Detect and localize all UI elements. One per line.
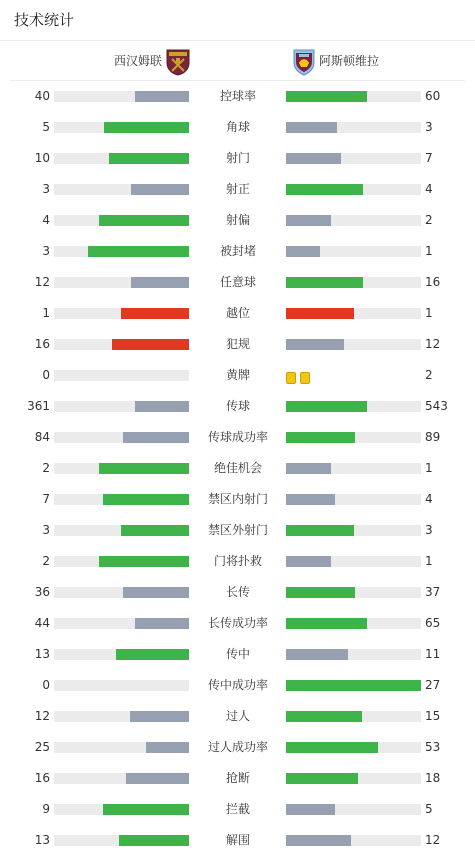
home-bar-track bbox=[54, 122, 189, 133]
home-bar-track bbox=[54, 246, 189, 257]
stat-label: 射门 bbox=[225, 151, 250, 165]
stat-label: 抢断 bbox=[225, 771, 250, 785]
away-bar-track bbox=[286, 153, 421, 164]
home-value: 16 bbox=[34, 337, 50, 351]
away-value: 60 bbox=[425, 89, 441, 103]
home-bar-track bbox=[54, 804, 189, 815]
home-bar-track bbox=[54, 184, 189, 195]
away-bar-track bbox=[286, 277, 421, 288]
home-bar-fill bbox=[135, 401, 189, 412]
away-value: 4 bbox=[425, 182, 433, 196]
away-bar-track bbox=[286, 525, 421, 536]
away-bar-track bbox=[286, 711, 421, 722]
home-value: 10 bbox=[34, 151, 50, 165]
home-bar-fill bbox=[103, 494, 189, 505]
home-value: 3 bbox=[42, 182, 50, 196]
home-value: 5 bbox=[42, 120, 50, 134]
stat-row bbox=[0, 608, 475, 639]
away-bar-fill bbox=[286, 339, 344, 350]
away-value: 11 bbox=[425, 647, 441, 661]
away-value: 3 bbox=[425, 523, 433, 537]
home-bar-fill bbox=[103, 804, 189, 815]
away-value: 2 bbox=[425, 368, 433, 382]
away-bar-track bbox=[286, 649, 421, 660]
away-bar-track bbox=[286, 773, 421, 784]
home-value: 13 bbox=[34, 833, 50, 847]
teams-header bbox=[0, 44, 475, 78]
away-value: 4 bbox=[425, 492, 433, 506]
home-bar-track bbox=[54, 587, 189, 598]
page-title: 技术统计 bbox=[14, 11, 75, 29]
away-value: 1 bbox=[425, 554, 433, 568]
stat-label: 任意球 bbox=[219, 275, 256, 289]
aston-villa-crest-icon[interactable] bbox=[291, 48, 317, 76]
away-bar-fill bbox=[286, 463, 331, 474]
away-bar-track bbox=[286, 401, 421, 412]
home-bar-track bbox=[54, 649, 189, 660]
home-bar-track bbox=[54, 494, 189, 505]
home-bar-track bbox=[54, 339, 189, 350]
home-bar-track bbox=[54, 525, 189, 536]
home-bar-fill bbox=[135, 618, 189, 629]
home-value: 2 bbox=[42, 554, 50, 568]
away-value: 89 bbox=[425, 430, 441, 444]
away-bar-track bbox=[286, 680, 421, 691]
home-bar-track bbox=[54, 680, 189, 691]
home-bar-track bbox=[54, 432, 189, 443]
home-value: 3 bbox=[42, 244, 50, 258]
stat-label: 传球 bbox=[225, 399, 250, 413]
away-bar-track bbox=[286, 432, 421, 443]
stat-row bbox=[0, 546, 475, 577]
stat-label: 拦截 bbox=[225, 802, 250, 816]
away-bar-track bbox=[286, 742, 421, 753]
away-bar-fill bbox=[286, 742, 378, 753]
home-value: 44 bbox=[34, 616, 50, 630]
away-bar-track bbox=[286, 308, 421, 319]
home-bar-track bbox=[54, 277, 189, 288]
home-bar-track bbox=[54, 308, 189, 319]
away-bar-track bbox=[286, 215, 421, 226]
away-value: 37 bbox=[425, 585, 441, 599]
away-bar-track bbox=[286, 494, 421, 505]
home-bar-track bbox=[54, 463, 189, 474]
stat-label: 长传成功率 bbox=[207, 616, 268, 630]
home-value: 12 bbox=[34, 275, 50, 289]
away-bar-fill bbox=[286, 184, 363, 195]
stat-row bbox=[0, 298, 475, 329]
home-bar-track bbox=[54, 370, 189, 381]
header-divider bbox=[0, 40, 475, 41]
away-bar-track bbox=[286, 91, 421, 102]
away-bar-track bbox=[286, 804, 421, 815]
home-value: 3 bbox=[42, 523, 50, 537]
stat-row bbox=[0, 794, 475, 825]
stat-label: 传中 bbox=[225, 647, 250, 661]
away-bar-fill bbox=[286, 432, 355, 443]
stat-label: 犯规 bbox=[225, 337, 250, 351]
away-bar-fill bbox=[286, 308, 354, 319]
stat-label: 射正 bbox=[225, 182, 250, 196]
home-bar-fill bbox=[99, 556, 189, 567]
away-bar-fill bbox=[286, 587, 355, 598]
home-bar-fill bbox=[109, 153, 189, 164]
stat-row bbox=[0, 81, 475, 112]
home-bar-fill bbox=[121, 525, 189, 536]
away-value: 3 bbox=[425, 120, 433, 134]
home-value: 9 bbox=[42, 802, 50, 816]
home-bar-fill bbox=[99, 463, 189, 474]
away-bar-track bbox=[286, 587, 421, 598]
yellow-card-icon bbox=[300, 372, 310, 384]
home-value: 0 bbox=[42, 368, 50, 382]
yellow-cards bbox=[286, 369, 314, 382]
away-bar-fill bbox=[286, 556, 331, 567]
away-bar-track bbox=[286, 618, 421, 629]
home-bar-fill bbox=[99, 215, 189, 226]
home-bar-track bbox=[54, 742, 189, 753]
stat-label: 禁区外射门 bbox=[207, 523, 268, 537]
away-bar-fill bbox=[286, 618, 367, 629]
home-value: 25 bbox=[34, 740, 50, 754]
home-value: 7 bbox=[42, 492, 50, 506]
away-value: 53 bbox=[425, 740, 441, 754]
home-value: 2 bbox=[42, 461, 50, 475]
stat-row bbox=[0, 174, 475, 205]
away-bar-track bbox=[286, 184, 421, 195]
away-bar-track bbox=[286, 556, 421, 567]
stat-row bbox=[0, 205, 475, 236]
stat-label: 传中成功率 bbox=[207, 678, 268, 692]
home-bar-fill bbox=[116, 649, 189, 660]
stat-row bbox=[0, 112, 475, 143]
stat-row bbox=[0, 236, 475, 267]
stat-label: 控球率 bbox=[219, 89, 256, 103]
away-bar-track bbox=[286, 339, 421, 350]
away-value: 5 bbox=[425, 802, 433, 816]
stat-label: 解围 bbox=[225, 833, 250, 847]
away-value: 18 bbox=[425, 771, 441, 785]
home-bar-fill bbox=[121, 308, 189, 319]
stat-row bbox=[0, 763, 475, 794]
away-value: 27 bbox=[425, 678, 441, 692]
home-bar-track bbox=[54, 401, 189, 412]
home-bar-fill bbox=[131, 184, 189, 195]
home-bar-fill bbox=[126, 773, 189, 784]
home-bar-track bbox=[54, 711, 189, 722]
stat-label: 绝佳机会 bbox=[213, 461, 262, 475]
stat-row bbox=[0, 577, 475, 608]
stat-row bbox=[0, 639, 475, 670]
stat-row bbox=[0, 701, 475, 732]
home-value: 361 bbox=[27, 399, 50, 413]
home-value: 36 bbox=[34, 585, 50, 599]
home-bar-fill bbox=[131, 277, 189, 288]
stat-row bbox=[0, 453, 475, 484]
away-bar-fill bbox=[286, 215, 331, 226]
home-value: 16 bbox=[34, 771, 50, 785]
home-bar-fill bbox=[123, 432, 189, 443]
stat-label: 角球 bbox=[225, 120, 250, 134]
stat-row bbox=[0, 732, 475, 763]
stat-row bbox=[0, 825, 475, 856]
stat-label: 长传 bbox=[225, 585, 250, 599]
stat-label: 传球成功率 bbox=[207, 430, 268, 444]
stats-list bbox=[0, 81, 475, 856]
away-bar-fill bbox=[286, 246, 320, 257]
stat-row bbox=[0, 391, 475, 422]
stat-row bbox=[0, 484, 475, 515]
home-bar-fill bbox=[135, 91, 189, 102]
stat-label: 越位 bbox=[225, 306, 250, 320]
home-value: 84 bbox=[34, 430, 50, 444]
home-value: 40 bbox=[34, 89, 50, 103]
away-bar-fill bbox=[286, 122, 337, 133]
away-bar-fill bbox=[286, 494, 335, 505]
home-bar-track bbox=[54, 91, 189, 102]
home-value: 0 bbox=[42, 678, 50, 692]
stat-row bbox=[0, 329, 475, 360]
stat-row bbox=[0, 360, 475, 391]
away-bar-fill bbox=[286, 680, 421, 691]
away-value: 543 bbox=[425, 399, 448, 413]
home-bar-fill bbox=[112, 339, 189, 350]
away-value: 16 bbox=[425, 275, 441, 289]
home-bar-fill bbox=[104, 122, 189, 133]
away-value: 1 bbox=[425, 244, 433, 258]
home-bar-track bbox=[54, 153, 189, 164]
home-bar-fill bbox=[123, 587, 189, 598]
stat-label: 射偏 bbox=[225, 213, 250, 227]
stat-label: 被封堵 bbox=[219, 244, 256, 258]
stat-row bbox=[0, 670, 475, 701]
west-ham-crest-icon[interactable] bbox=[165, 48, 191, 76]
away-team-name[interactable]: 阿斯顿维拉 bbox=[319, 54, 380, 68]
away-bar-fill bbox=[286, 401, 367, 412]
away-value: 12 bbox=[425, 337, 441, 351]
away-bar-fill bbox=[286, 525, 354, 536]
home-bar-track bbox=[54, 618, 189, 629]
away-value: 1 bbox=[425, 306, 433, 320]
away-bar-fill bbox=[286, 277, 363, 288]
away-value: 12 bbox=[425, 833, 441, 847]
home-value: 4 bbox=[42, 213, 50, 227]
stat-label: 黄牌 bbox=[225, 368, 250, 382]
home-bar-fill bbox=[88, 246, 189, 257]
home-bar-fill bbox=[146, 742, 189, 753]
home-bar-track bbox=[54, 215, 189, 226]
away-bar-fill bbox=[286, 773, 358, 784]
stat-row bbox=[0, 515, 475, 546]
away-value: 2 bbox=[425, 213, 433, 227]
home-team-name[interactable]: 西汉姆联 bbox=[113, 54, 162, 68]
stat-row bbox=[0, 267, 475, 298]
away-bar-fill bbox=[286, 153, 341, 164]
away-bar-track bbox=[286, 835, 421, 846]
home-value: 13 bbox=[34, 647, 50, 661]
away-bar-track bbox=[286, 122, 421, 133]
home-bar-track bbox=[54, 773, 189, 784]
away-value: 7 bbox=[425, 151, 433, 165]
away-bar-fill bbox=[286, 649, 348, 660]
away-bar-fill bbox=[286, 804, 335, 815]
stat-row bbox=[0, 422, 475, 453]
stat-label: 过人 bbox=[225, 709, 250, 723]
stat-label: 过人成功率 bbox=[207, 740, 268, 754]
away-bar-fill bbox=[286, 91, 367, 102]
home-value: 12 bbox=[34, 709, 50, 723]
away-bar-fill bbox=[286, 711, 362, 722]
home-bar-fill bbox=[119, 835, 189, 846]
home-bar-track bbox=[54, 835, 189, 846]
away-value: 15 bbox=[425, 709, 441, 723]
away-bar-fill bbox=[286, 835, 351, 846]
home-value: 1 bbox=[42, 306, 50, 320]
home-bar-track bbox=[54, 556, 189, 567]
stat-label: 禁区内射门 bbox=[207, 492, 268, 506]
stat-label: 门将扑救 bbox=[213, 554, 262, 568]
away-bar-track bbox=[286, 246, 421, 257]
stat-row bbox=[0, 143, 475, 174]
away-bar-track bbox=[286, 463, 421, 474]
away-value: 65 bbox=[425, 616, 441, 630]
away-value: 1 bbox=[425, 461, 433, 475]
home-bar-fill bbox=[130, 711, 189, 722]
yellow-card-icon bbox=[286, 372, 296, 384]
